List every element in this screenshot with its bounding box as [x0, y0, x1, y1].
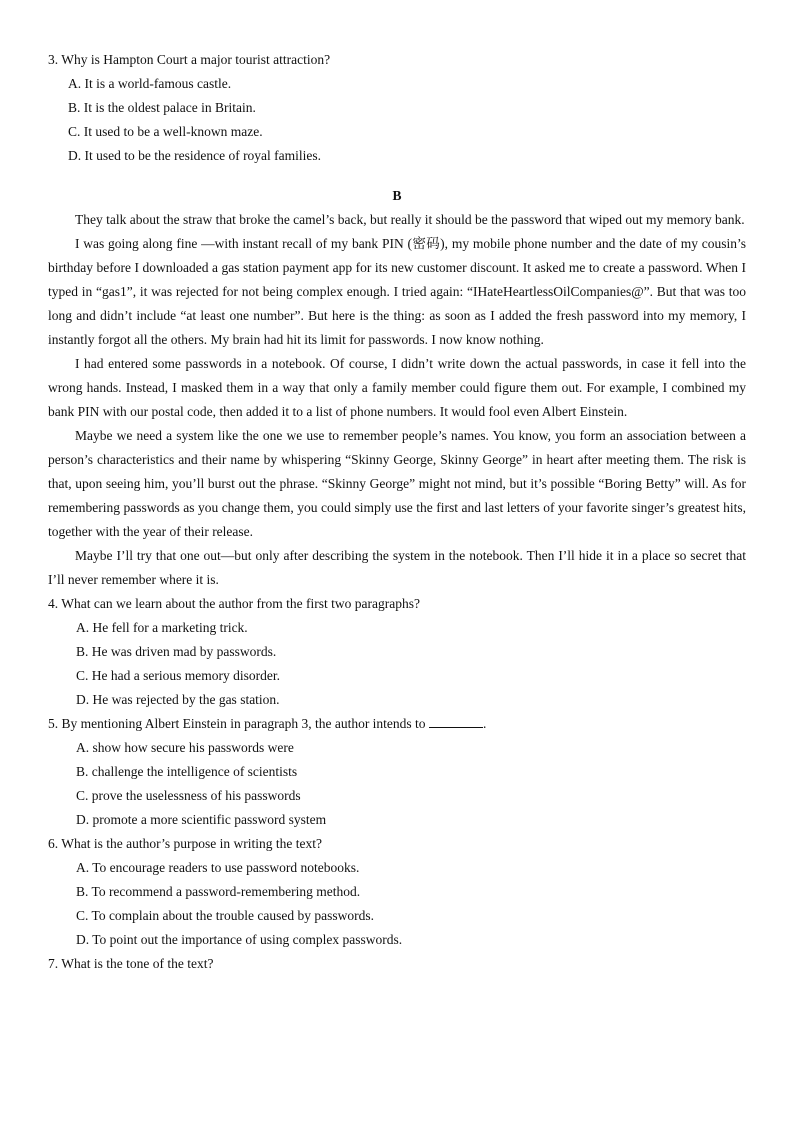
option-a: A. He fell for a marketing trick. — [76, 620, 248, 635]
option-b: B. It is the oldest palace in Britain. — [68, 100, 256, 115]
paragraph-3: I had entered some passwords in a notebook. Of course, I didn’t write down the actual passwords, in case it fell into the wrong hands. Instead, I masked them in a way that only a family member could figure them out. For example, I combined my bank PIN with our postal code, then added it to a list of phone numbers. It would fool even Albert Einstein. — [48, 356, 746, 419]
answer-blank[interactable] — [429, 713, 483, 728]
exam-page — [48, 48, 746, 976]
option-d: D. To point out the importance of using complex passwords. — [76, 932, 403, 947]
question-3 — [48, 48, 746, 168]
question-stem: 7. What is the tone of the text? — [48, 956, 214, 971]
option-a: A. It is a world-famous castle. — [68, 76, 232, 91]
question-4 — [48, 592, 746, 712]
option-d: D. promote a more scientific password system — [76, 812, 327, 827]
option-a: A. To encourage readers to use password notebooks. — [76, 860, 360, 875]
option-d: D. It used to be the residence of royal families. — [68, 148, 322, 163]
question-stem: 6. What is the author’s purpose in writing the text? — [48, 836, 322, 851]
option-c: C. prove the uselessness of his passwords — [76, 788, 301, 803]
option-b: B. To recommend a password-remembering method. — [76, 884, 361, 899]
option-a: A. show how secure his passwords were — [76, 740, 294, 755]
stem-end: . — [482, 716, 487, 731]
option-b: B. He was driven mad by passwords. — [76, 644, 277, 659]
passage-b — [48, 184, 746, 592]
option-d: D. He was rejected by the gas station. — [76, 692, 280, 707]
paragraph-2: I was going along fine —with instant recall of my bank PIN (密码), my mobile phone number and the date of my cousin’s birthday before I downloaded a gas station payment app for its new customer discount. It asked me to create a password. When I typed in “gas1”, it was rejected for not being complex enough. I tried again: “IHateHeartlessOilCompanies@”. But that was too long and didn’t include “at least one number”. But here is the thing: as soon as I added the fresh password into my memory, I instantly forgot all the others. My brain had hit its limit for passwords. I now know nothing. — [48, 236, 746, 347]
option-c: C. To complain about the trouble caused by passwords. — [76, 908, 375, 923]
question-stem-line — [48, 712, 746, 736]
paragraph-4: Maybe we need a system like the one we use to remember people’s names. You know, you form an association between a person’s characteristics and their name by whispering “Skinny George, Skinny George” in heart after meeting them. The risk is that, upon seeing him, you’ll burst out the phrase. “Skinny George” might not mind, but it’s possible “Boring Betty” will. As for remembering passwords as you change them, you could simply use the first and last letters of your favorite singer’s greatest hits, together with the year of their release. — [48, 428, 746, 539]
question-6 — [48, 832, 746, 952]
option-c: C. It used to be a well-known maze. — [68, 124, 263, 139]
paragraph-5: Maybe I’ll try that one out—but only after describing the system in the notebook. Then I’ll hide it in a place so secret that I’ll never remember where it is. — [48, 548, 746, 587]
paragraph-1: They talk about the straw that broke the camel’s back, but really it should be the password that wiped out my memory bank. — [75, 212, 745, 227]
question-7 — [48, 952, 746, 976]
question-stem: 5. By mentioning Albert Einstein in paragraph 3, the author intends to — [48, 716, 426, 731]
question-stem: 3. Why is Hampton Court a major tourist attraction? — [48, 52, 331, 67]
option-b: B. challenge the intelligence of scientists — [76, 764, 298, 779]
option-c: C. He had a serious memory disorder. — [76, 668, 280, 683]
question-5 — [48, 712, 746, 832]
passage-heading: B — [392, 188, 402, 203]
question-stem: 4. What can we learn about the author from the first two paragraphs? — [48, 596, 420, 611]
